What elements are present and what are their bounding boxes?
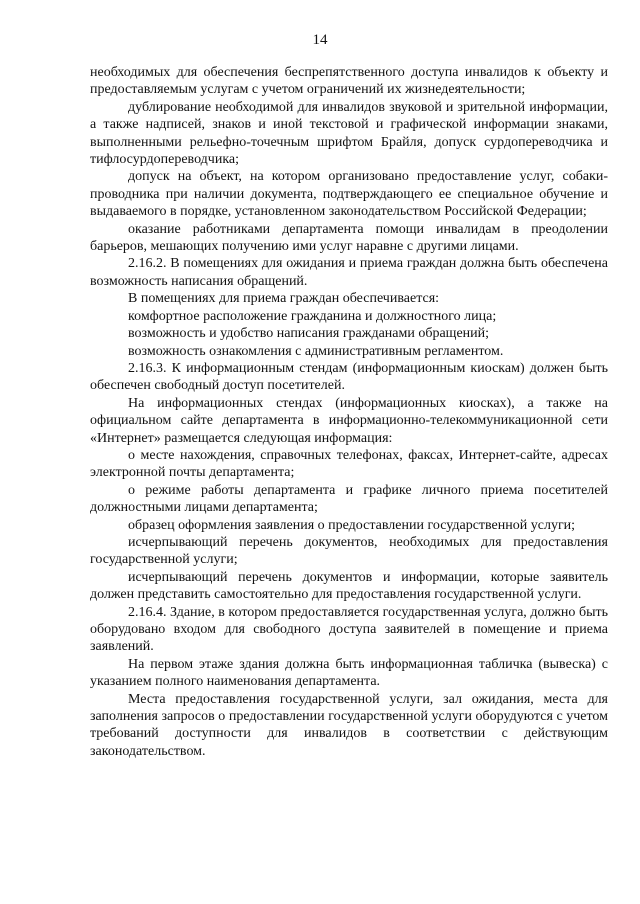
- paragraph-info-stands: На информационных стендах (информационных киосках), а также на официальном сайте департамента в информационно-телекоммуникационной сети «Интернет» размещается следующая информация:: [90, 395, 608, 446]
- paragraph-regulation-review: возможность ознакомления с административным регламентом.: [128, 343, 504, 359]
- document-body: [90, 64, 608, 760]
- paragraph-reception-rooms: В помещениях для приема граждан обеспечивается:: [128, 291, 440, 307]
- paragraph-service-places: Места предоставления государственной услуги, зал ожидания, места для заполнения запросов о предоставлении государственной услуги оборудуются с учетом требований доступности для инвалидов в соответствии с действующим законодательством.: [90, 691, 608, 759]
- paragraph-2-16-3: 2.16.3. К информационным стендам (информационным киоскам) должен быть обеспечен свободный доступ посетителей.: [90, 360, 608, 394]
- paragraph-work-schedule: о режиме работы департамента и графике личного приема посетителей должностными лицами департамента;: [90, 482, 608, 516]
- paragraph-staff-assistance: оказание работниками департамента помощи инвалидам в преодолении барьеров, мешающих получению ими услуг наравне с другими лицами.: [90, 221, 608, 255]
- paragraph-guide-dog-admission: допуск на объект, на котором организовано предоставление услуг, собаки-проводника при наличии документа, подтверждающего ее специальное обучение и выдаваемого в порядке, установленном законодательством Российской Федерации;: [90, 169, 608, 220]
- paragraph-application-sample: образец оформления заявления о предоставлении государственной услуги;: [128, 517, 576, 533]
- paragraph-accessibility-continuation: необходимых для обеспечения беспрепятственного доступа инвалидов к объекту и предоставляемым услугам с учетом ограничений их жизнедеятельности;: [90, 65, 608, 98]
- paragraph-2-16-2: 2.16.2. В помещениях для ожидания и приема граждан должна быть обеспечена возможность написания обращений.: [90, 256, 608, 289]
- paragraph-info-sign: На первом этаже здания должна быть информационная табличка (вывеска) с указанием полного наименования департамента.: [90, 656, 608, 690]
- paragraph-required-documents: исчерпывающий перечень документов, необходимых для предоставления государственной услуги;: [90, 534, 608, 568]
- paragraph-2-16-4: 2.16.4. Здание, в котором предоставляется государственная услуга, должно быть оборудовано входом для свободного доступа заявителей в помещение и приема заявлений.: [90, 604, 608, 655]
- paragraph-comfortable-placement: комфортное расположение гражданина и должностного лица;: [128, 308, 497, 324]
- paragraph-braille-duplication: дублирование необходимой для инвалидов звуковой и зрительной информации, а также надписей, знаков и иной текстовой и графической информации знаками, выполненными рельефно-точечным шрифтом Брайля, допуск сурдопереводчика и тифлосурдопереводчика;: [90, 99, 608, 168]
- page-number: 14: [312, 32, 328, 48]
- paragraph-writing-convenience: возможность и удобство написания гражданами обращений;: [128, 326, 490, 342]
- paragraph-applicant-documents: исчерпывающий перечень документов и информации, которые заявитель должен представить самостоятельно для предоставления государственной услуги.: [90, 569, 608, 603]
- paragraph-contact-info: о месте нахождения, справочных телефонах, факсах, Интернет-сайте, адресах электронной почты департамента;: [90, 447, 608, 481]
